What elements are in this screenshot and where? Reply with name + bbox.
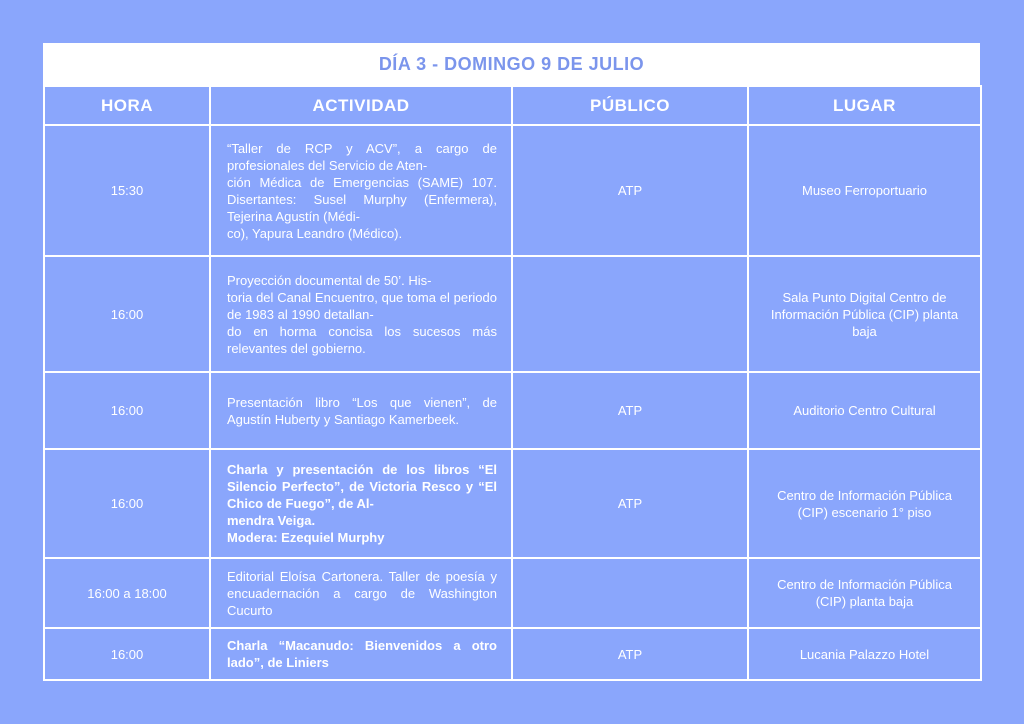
day-title: DÍA 3 - DOMINGO 9 DE JULIO xyxy=(43,43,980,86)
actividad-text: Modera: Ezequiel Murphy xyxy=(227,530,385,545)
cell-actividad xyxy=(210,256,512,372)
actividad-text: “Taller de RCP y ACV”, a cargo de profesionales del Servicio de Aten- xyxy=(227,140,497,173)
cell-publico xyxy=(512,256,748,372)
actividad-text: Charla “Macanudo: Bienvenidos a otro lado”, de Liniers xyxy=(227,638,497,670)
cell-actividad xyxy=(210,558,512,628)
header-publico: PÚBLICO xyxy=(512,86,748,125)
cell-publico: ATP xyxy=(512,449,748,558)
table-row xyxy=(44,125,981,256)
cell-lugar: Lucania Palazzo Hotel xyxy=(748,628,981,680)
cell-hora: 16:00 xyxy=(44,628,210,680)
actividad-text: Proyección documental de 50’. His- xyxy=(227,272,432,288)
cell-actividad xyxy=(210,449,512,558)
actividad-text: co), Yapura Leandro (Médico). xyxy=(227,225,403,241)
cell-lugar: Centro de Información Pública (CIP) planta baja xyxy=(748,558,981,628)
actividad-text: do en horma concisa los sucesos más relevantes del gobierno. xyxy=(227,323,497,356)
header-lugar: LUGAR xyxy=(748,86,981,125)
schedule-table xyxy=(43,85,982,681)
cell-actividad xyxy=(210,125,512,256)
cell-publico xyxy=(512,558,748,628)
table-row xyxy=(44,558,981,628)
actividad-text: ción Médica de Emergencias (SAME) 107. Disertantes: Susel Murphy (Enfermera), Tejerina Agustín (Médi- xyxy=(227,174,497,224)
actividad-text: Presentación libro “Los que vienen”, de Agustín Huberty y Santiago Kamerbeek. xyxy=(227,394,497,427)
table-row xyxy=(44,449,981,558)
cell-lugar: Centro de Información Pública (CIP) escenario 1° piso xyxy=(748,449,981,558)
cell-lugar: Auditorio Centro Cultural xyxy=(748,372,981,449)
cell-hora: 16:00 a 18:00 xyxy=(44,558,210,628)
cell-hora: 16:00 xyxy=(44,372,210,449)
cell-hora: 16:00 xyxy=(44,449,210,558)
table-row xyxy=(44,628,981,680)
cell-lugar: Sala Punto Digital Centro de Información Pública (CIP) planta baja xyxy=(748,256,981,372)
header-row xyxy=(44,86,981,125)
table-row xyxy=(44,372,981,449)
header-hora: HORA xyxy=(44,86,210,125)
cell-hora: 15:30 xyxy=(44,125,210,256)
cell-lugar: Museo Ferroportuario xyxy=(748,125,981,256)
header-actividad: ACTIVIDAD xyxy=(210,86,512,125)
actividad-text: toria del Canal Encuentro, que toma el periodo de 1983 al 1990 detallan- xyxy=(227,289,497,322)
cell-actividad xyxy=(210,372,512,449)
schedule-sheet xyxy=(43,43,980,680)
table-row xyxy=(44,256,981,372)
cell-publico: ATP xyxy=(512,125,748,256)
actividad-text: Charla y presentación de los libros “El Silencio Perfecto”, de Victoria Resco y “El Chico de Fuego”, de Al- xyxy=(227,462,497,511)
actividad-text: Editorial Eloísa Cartonera. Taller de poesía y encuadernación a cargo de Washington Cucurto xyxy=(227,568,497,618)
cell-publico: ATP xyxy=(512,372,748,449)
cell-actividad xyxy=(210,628,512,680)
cell-publico: ATP xyxy=(512,628,748,680)
actividad-text: mendra Veiga. xyxy=(227,513,316,528)
cell-hora: 16:00 xyxy=(44,256,210,372)
